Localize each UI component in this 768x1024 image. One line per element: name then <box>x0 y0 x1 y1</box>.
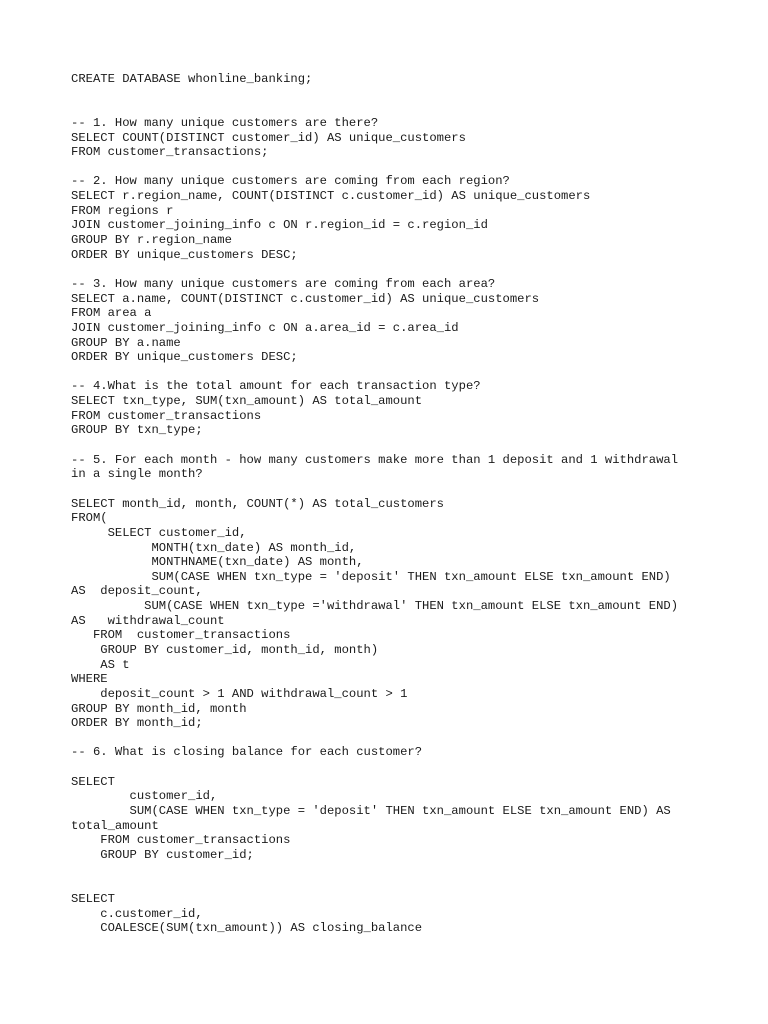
code-line: SELECT <box>71 891 115 906</box>
code-line: GROUP BY customer_id, month_id, month) <box>71 642 379 657</box>
code-line: GROUP BY customer_id; <box>71 847 254 862</box>
code-line: ORDER BY unique_customers DESC; <box>71 247 298 262</box>
code-line: FROM customer_transactions; <box>71 145 269 160</box>
code-line: JOIN customer_joining_info c ON r.region_id = c.region_id <box>71 218 488 233</box>
code-line: MONTHNAME(txn_date) AS month, <box>71 555 364 570</box>
code-line: GROUP BY a.name <box>71 335 181 350</box>
code-line <box>71 160 751 175</box>
code-line: SELECT txn_type, SUM(txn_amount) AS total_amount <box>71 394 423 409</box>
code-line: customer_id, <box>71 789 218 804</box>
code-line: -- 6. What is closing balance for each customer? <box>71 745 423 760</box>
code-line: AS deposit_count, <box>71 584 203 599</box>
code-line: -- 2. How many unique customers are coming from each region? <box>71 174 510 189</box>
code-line <box>71 87 751 102</box>
sql-code-block <box>71 72 751 936</box>
code-line: GROUP BY txn_type; <box>71 423 203 438</box>
code-line <box>71 438 751 453</box>
code-line: SUM(CASE WHEN txn_type = 'deposit' THEN txn_amount ELSE txn_amount END) AS <box>71 804 671 819</box>
code-line <box>71 262 751 277</box>
code-line: deposit_count > 1 AND withdrawal_count > 1 <box>71 686 408 701</box>
code-line: total_amount <box>71 818 159 833</box>
code-line: SELECT <box>71 774 115 789</box>
code-line: AS withdrawal_count <box>71 613 225 628</box>
code-line: -- 5. For each month - how many customers make more than 1 deposit and 1 withdrawal <box>71 452 679 467</box>
code-line: CREATE DATABASE whonline_banking; <box>71 72 313 86</box>
code-line: SELECT COUNT(DISTINCT customer_id) AS unique_customers <box>71 130 466 145</box>
code-line: ORDER BY unique_customers DESC; <box>71 350 298 365</box>
code-line <box>71 482 751 497</box>
code-line: COALESCE(SUM(txn_amount)) AS closing_balance <box>71 921 423 936</box>
code-line: in a single month? <box>71 467 203 482</box>
code-line: SELECT r.region_name, COUNT(DISTINCT c.customer_id) AS unique_customers <box>71 189 591 204</box>
code-line: GROUP BY month_id, month <box>71 701 247 716</box>
code-line: FROM regions r <box>71 203 174 218</box>
code-line: -- 3. How many unique customers are coming from each area? <box>71 276 496 291</box>
code-line: SUM(CASE WHEN txn_type = 'deposit' THEN txn_amount ELSE txn_amount END) <box>71 569 671 584</box>
code-line: -- 1. How many unique customers are there? <box>71 115 379 130</box>
code-line: -- 4.What is the total amount for each transaction type? <box>71 379 481 394</box>
code-line: AS t <box>71 657 130 672</box>
code-line: WHERE <box>71 672 108 687</box>
code-line: JOIN customer_joining_info c ON a.area_id = c.area_id <box>71 320 459 335</box>
code-line <box>71 731 751 746</box>
code-line <box>71 760 751 775</box>
code-line: SUM(CASE WHEN txn_type ='withdrawal' THEN txn_amount ELSE txn_amount END) <box>71 599 679 614</box>
code-line: SELECT a.name, COUNT(DISTINCT c.customer_id) AS unique_customers <box>71 291 540 306</box>
code-line: c.customer_id, <box>71 906 203 921</box>
code-line: ORDER BY month_id; <box>71 716 203 731</box>
code-line: FROM( <box>71 511 108 526</box>
code-line: FROM customer_transactions <box>71 833 291 848</box>
code-line: MONTH(txn_date) AS month_id, <box>71 540 357 555</box>
code-line: FROM area a <box>71 306 152 321</box>
code-line <box>71 365 751 380</box>
code-line: FROM customer_transactions <box>71 408 262 423</box>
code-line <box>71 101 751 116</box>
code-line: FROM customer_transactions <box>71 628 291 643</box>
code-line: GROUP BY r.region_name <box>71 233 232 248</box>
code-line: SELECT month_id, month, COUNT(*) AS total_customers <box>71 496 444 511</box>
code-line <box>71 863 751 878</box>
code-line <box>71 877 751 892</box>
code-line: SELECT customer_id, <box>71 525 247 540</box>
